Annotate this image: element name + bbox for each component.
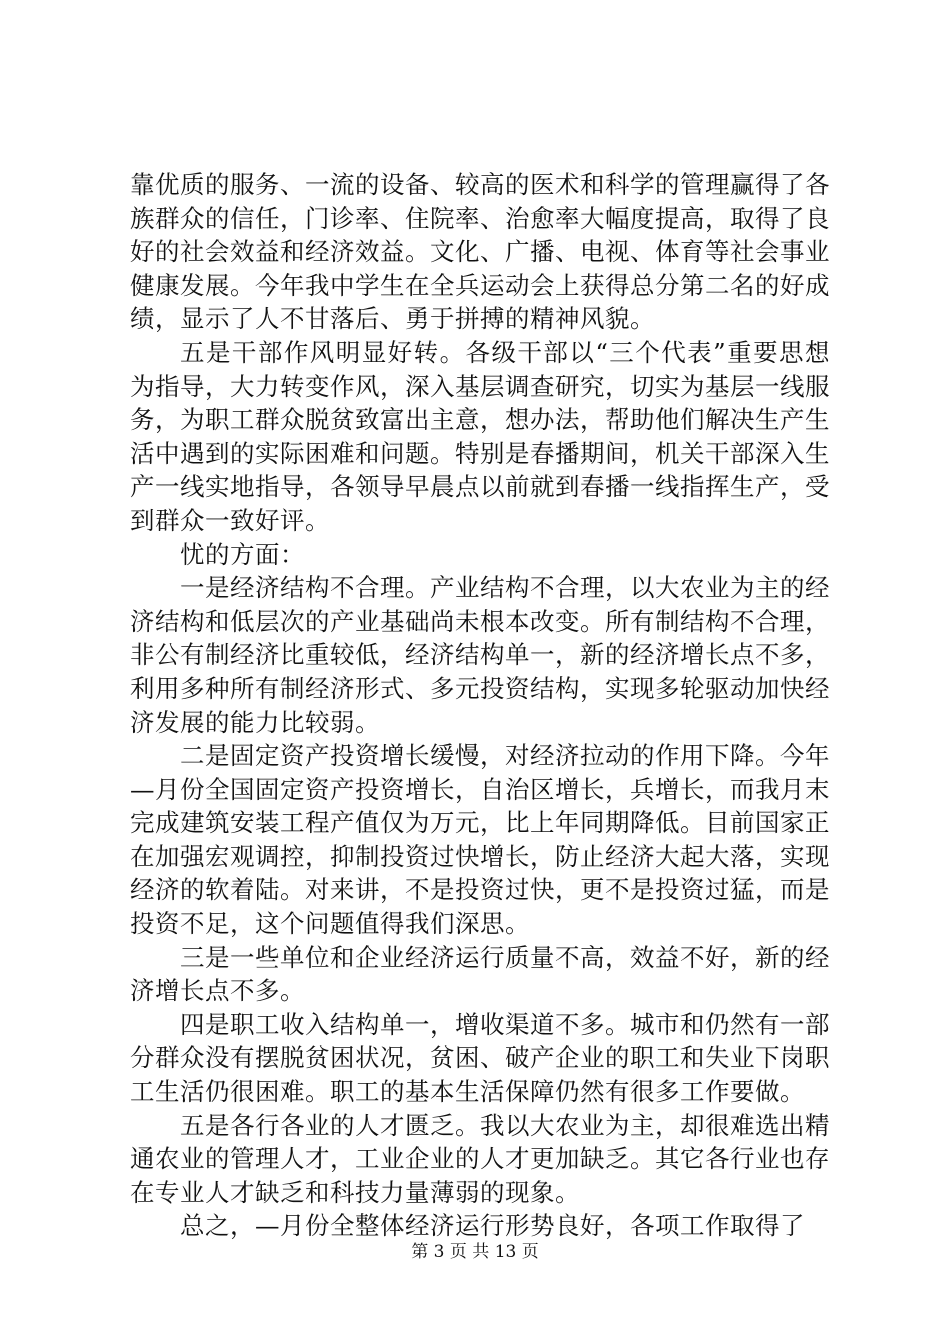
paragraph-8: 总之，—月份全整体经济运行形势良好，各项工作取得了 <box>180 1211 805 1241</box>
section-heading: 忧的方面： <box>180 539 305 569</box>
paragraph-5: 三是一些单位和企业经济运行质量不高，效益不好，新的经济增长点不多。 <box>130 942 830 1006</box>
page-footer: 第 3 页 共 13 页 <box>411 1242 539 1262</box>
body-text <box>130 168 830 1243</box>
paragraph-6: 四是职工收入结构单一，增收渠道不多。城市和仍然有一部分群众没有摆脱贫困状况，贫困、破产企业的职工和失业下岗职工生活仍很困难。职工的基本生活保障仍然有很多工作要做。 <box>130 1009 830 1107</box>
paragraph-1: 靠优质的服务、一流的设备、较高的医术和科学的管理赢得了各族群众的信任，门诊率、住院率、治愈率大幅度提高，取得了良好的社会效益和经济效益。文化、广播、电视、体育等社会事业健康发展。今年我中学生在全兵运动会上获得总分第二名的好成绩，显示了人不甘落后、勇于拼搏的精神风貌。 <box>130 170 830 334</box>
paragraph-2: 五是干部作风明显好转。各级干部以“三个代表”重要思想为指导，大力转变作风，深入基层调查研究，切实为基层一线服务，为职工群众脱贫致富出主意，想办法，帮助他们解决生产生活中遇到的实际困难和问题。特别是春播期间，机关干部深入生产一线实地指导，各领导早晨点以前就到春播一线指挥生产，受到群众一致好评。 <box>130 337 830 535</box>
paragraph-3: 一是经济结构不合理。产业结构不合理，以大农业为主的经济结构和低层次的产业基础尚未根本改变。所有制结构不合理，非公有制经济比重较低，经济结构单一，新的经济增长点不多，利用多种所有制经济形式、多元投资结构，实现多轮驱动加快经济发展的能力比较弱。 <box>130 573 830 737</box>
paragraph-7: 五是各行各业的人才匮乏。我以大农业为主，却很难选出精通农业的管理人才，工业企业的人才更加缺乏。其它各行业也存在专业人才缺乏和科技力量薄弱的现象。 <box>130 1110 830 1207</box>
paragraph-4: 二是固定资产投资增长缓慢，对经济拉动的作用下降。今年—月份全国固定资产投资增长，自治区增长，兵增长，而我月末完成建筑安装工程产值仅为万元，比上年同期降低。目前国家正在加强宏观调控，抑制投资过快增长，防止经济大起大落，实现经济的软着陆。对来讲，不是投资过快，更不是投资过猛，而是投资不足，这个问题值得我们深思。 <box>130 741 830 939</box>
